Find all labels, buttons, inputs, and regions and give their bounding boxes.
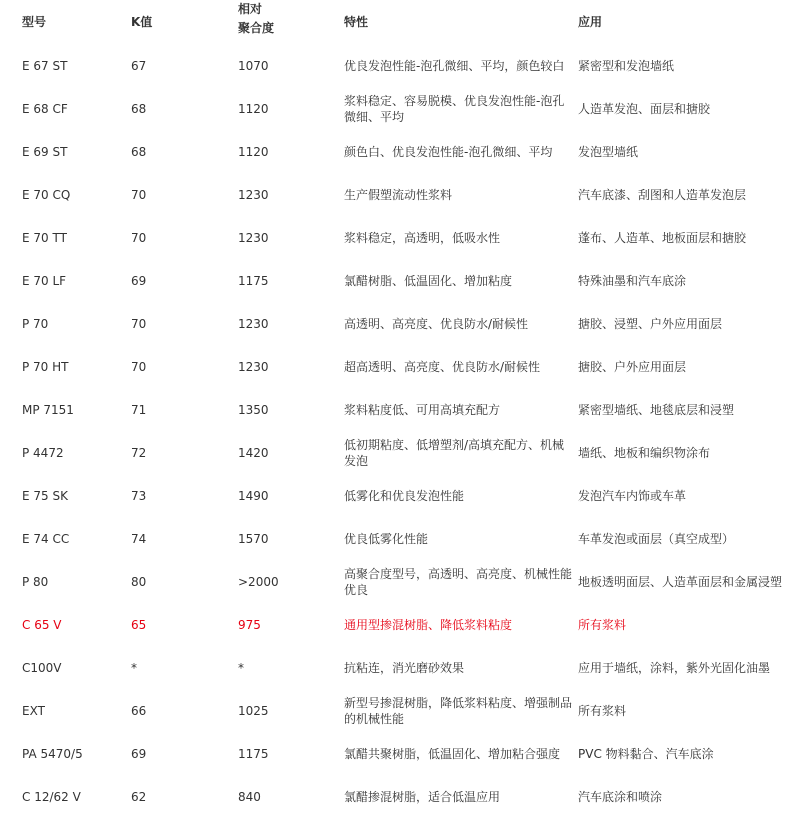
cell-application: 搪胶、浸塑、户外应用面层 [578,316,723,331]
header-degree-line1: 相对 [238,2,263,16]
cell-model: P 70 [22,316,49,331]
table-row [0,689,801,732]
header-characteristics: 特性 [344,15,369,29]
cell-k-value: 65 [131,617,147,632]
table-row [0,560,801,603]
cell-k-value: 68 [131,144,147,159]
cell-relative-degree: 1230 [238,316,269,331]
header-degree-line2: 聚合度 [238,21,275,35]
cell-characteristics: 通用型掺混树脂、降低浆料粘度 [344,617,513,632]
cell-characteristics: 优良发泡性能-泡孔微细、平均，颜色较白 [344,58,565,73]
table-row [0,173,801,216]
cell-characteristics: 高聚合度型号，高透明、高亮度、机械性能优良 [344,566,573,597]
cell-relative-degree: 1420 [238,445,269,460]
cell-relative-degree: 1120 [238,144,269,159]
cell-k-value: * [131,660,137,675]
cell-characteristics: 颜色白、优良发泡性能-泡孔微细、平均 [344,144,553,159]
cell-characteristics: 浆料稳定，高透明，低吸水性 [344,230,501,245]
cell-application: 人造革发泡、面层和搪胶 [578,101,711,116]
table-row [0,302,801,345]
header-model: 型号 [22,15,47,29]
cell-model: P 80 [22,574,49,589]
table-row [0,732,801,775]
cell-application: 应用于墙纸，涂料，紫外光固化油墨 [578,660,771,675]
cell-relative-degree: 1490 [238,488,269,503]
cell-relative-degree: 1230 [238,359,269,374]
table-row [0,259,801,302]
cell-k-value: 73 [131,488,147,503]
table-row [0,646,801,689]
cell-model: C100V [22,660,62,675]
table-row [0,603,801,646]
cell-characteristics: 浆料粘度低、可用高填充配方 [344,402,501,417]
cell-k-value: 70 [131,359,147,374]
cell-characteristics: 氯醋共聚树脂，低温固化、增加粘合强度 [344,746,561,761]
cell-application: 所有浆料 [578,617,627,632]
table-row [0,130,801,173]
table-row [0,44,801,87]
cell-model: E 67 ST [22,58,68,73]
cell-k-value: 67 [131,58,147,73]
cell-relative-degree: 1230 [238,230,269,245]
cell-k-value: 70 [131,187,147,202]
cell-model: E 70 TT [22,230,67,245]
cell-model: EXT [22,703,45,718]
cell-characteristics: 生产假塑流动性浆料 [344,187,453,202]
cell-relative-degree: 1175 [238,746,269,761]
cell-application: 车革发泡或面层（真空成型） [578,531,735,546]
cell-k-value: 62 [131,789,147,804]
cell-k-value: 72 [131,445,147,460]
cell-application: 搪胶、户外应用面层 [578,359,687,374]
cell-relative-degree: 975 [238,617,261,632]
table-header [0,0,801,44]
cell-model: E 70 LF [22,273,67,288]
cell-characteristics: 氯醋树脂、低温固化、增加粘度 [344,273,513,288]
cell-application: 特殊油墨和汽车底涂 [578,273,687,288]
cell-application: 地板透明面层、人造革面层和金属浸塑 [578,574,783,589]
cell-relative-degree: 1230 [238,187,269,202]
cell-k-value: 71 [131,402,147,417]
cell-application: 发泡汽车内饰或车革 [578,488,687,503]
cell-relative-degree: 1350 [238,402,269,417]
cell-model: MP 7151 [22,402,74,417]
cell-application: 紧密型和发泡墙纸 [578,58,675,73]
table-body [0,44,801,818]
cell-characteristics: 新型号掺混树脂，降低浆料粘度、增强制品的机械性能 [344,695,573,726]
header-k-value: K值 [131,15,153,29]
cell-characteristics: 氯醋掺混树脂，适合低温应用 [344,789,501,804]
cell-application: 紧密型墙纸、地毯底层和浸塑 [578,402,735,417]
header-application: 应用 [578,15,603,29]
cell-characteristics: 低雾化和优良发泡性能 [344,488,465,503]
cell-characteristics: 浆料稳定、容易脱模、优良发泡性能-泡孔微细、平均 [344,93,565,124]
cell-model: E 68 CF [22,101,68,116]
cell-model: PA 5470/5 [22,746,83,761]
table-row [0,474,801,517]
cell-relative-degree: >2000 [238,574,279,589]
cell-relative-degree: 1070 [238,58,269,73]
cell-k-value: 74 [131,531,147,546]
table-row [0,431,801,474]
cell-model: E 69 ST [22,144,68,159]
table-row [0,216,801,259]
cell-model: E 75 SK [22,488,68,503]
cell-characteristics: 抗粘连，消光磨砂效果 [344,660,465,675]
cell-application: 蓬布、人造革、地板面层和搪胶 [578,230,747,245]
cell-model: C 65 V [22,617,62,632]
cell-model: E 74 CC [22,531,70,546]
cell-model: P 4472 [22,445,64,460]
cell-relative-degree: 1120 [238,101,269,116]
cell-model: C 12/62 V [22,789,81,804]
cell-characteristics: 优良低雾化性能 [344,531,429,546]
table-row [0,388,801,431]
cell-characteristics: 高透明、高亮度、优良防水/耐候性 [344,316,529,331]
cell-application: 汽车底涂和喷涂 [578,789,663,804]
header-relative-degree [238,0,274,38]
cell-application: 所有浆料 [578,703,627,718]
cell-model: P 70 HT [22,359,69,374]
cell-relative-degree: 840 [238,789,261,804]
cell-k-value: 70 [131,316,147,331]
cell-relative-degree: 1570 [238,531,269,546]
cell-application: 发泡型墙纸 [578,144,639,159]
cell-application: 汽车底漆、刮图和人造革发泡层 [578,187,747,202]
cell-relative-degree: 1175 [238,273,269,288]
table-row [0,775,801,818]
cell-k-value: 80 [131,574,147,589]
cell-k-value: 69 [131,746,147,761]
cell-k-value: 69 [131,273,147,288]
cell-relative-degree: * [238,660,244,675]
cell-application: PVC 物料黏合、汽车底涂 [578,746,714,761]
cell-k-value: 70 [131,230,147,245]
cell-characteristics: 低初期粘度、低增塑剂/高填充配方、机械发泡 [344,437,565,468]
table-row [0,517,801,560]
cell-characteristics: 超高透明、高亮度、优良防水/耐候性 [344,359,541,374]
cell-k-value: 66 [131,703,147,718]
table-row [0,345,801,388]
cell-application: 墙纸、地板和编织物涂布 [578,445,711,460]
cell-relative-degree: 1025 [238,703,269,718]
table-row [0,87,801,130]
cell-k-value: 68 [131,101,147,116]
cell-model: E 70 CQ [22,187,71,202]
